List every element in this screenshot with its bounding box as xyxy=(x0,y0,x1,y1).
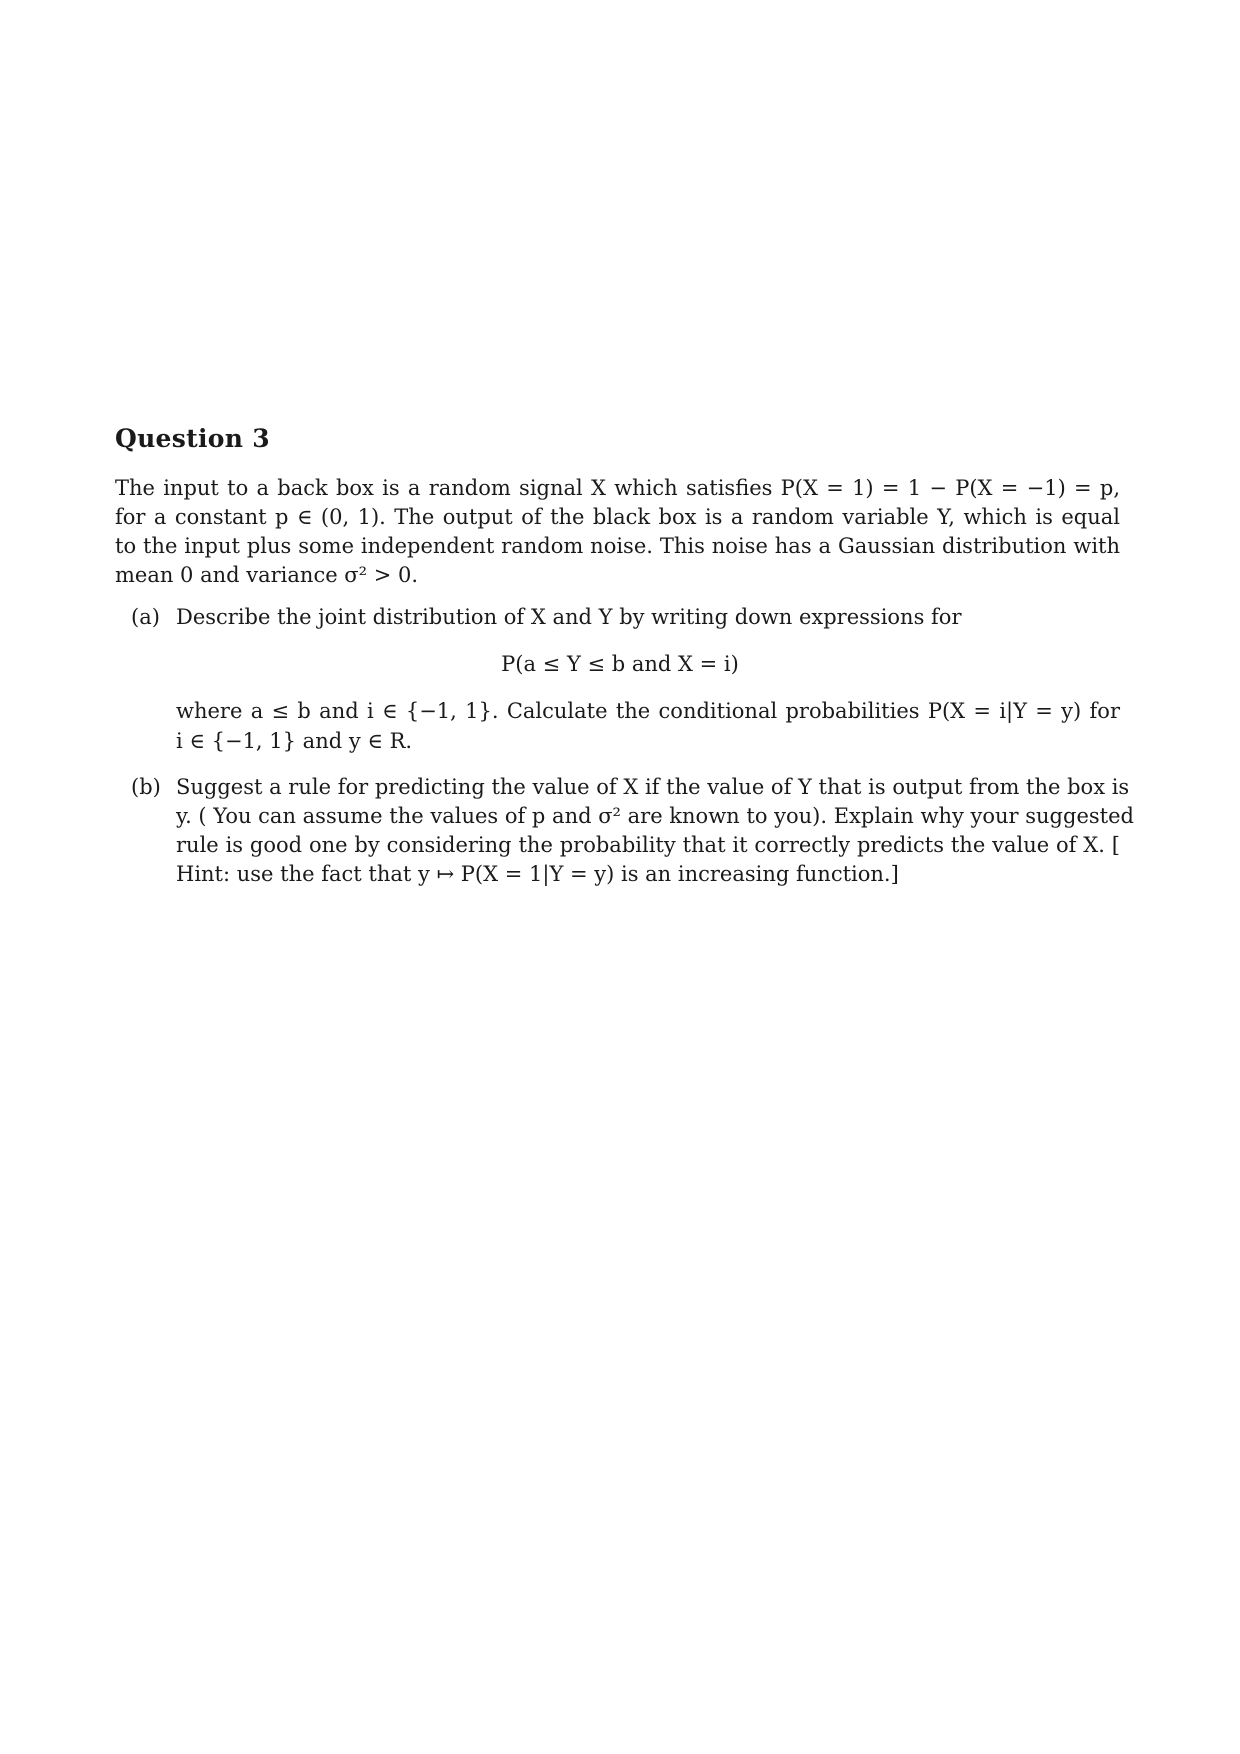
part-b-line-2: y. ( You can assume the values of p and σ² are known to you). Explain why your suggested xyxy=(176,804,1134,828)
part-a-formula: P(a ≤ Y ≤ b and X = i) xyxy=(501,652,739,676)
intro-line-4: mean 0 and variance σ² > 0. xyxy=(115,563,419,587)
part-b-label: (b) xyxy=(131,775,161,799)
part-a-line-3: i ∈ {−1, 1} and y ∈ R. xyxy=(176,729,413,753)
part-a-first-line: Describe the joint distribution of X and Y by writing down expressions for xyxy=(176,605,962,629)
intro-line-2: for a constant p ∈ (0, 1). The output of the black box is a random variable Y, which is equal xyxy=(115,505,1120,529)
part-b-line-4: Hint: use the fact that y ↦ P(X = 1|Y = y) is an increasing function.] xyxy=(176,862,899,886)
part-a-line-2: where a ≤ b and i ∈ {−1, 1}. Calculate the conditional probabilities P(X = i|Y = y) for xyxy=(176,699,1120,723)
intro-line-1: The input to a back box is a random signal X which satisfies P(X = 1) = 1 − P(X = −1) = p, xyxy=(115,476,1120,500)
part-a-label: (a) xyxy=(131,605,160,629)
question-heading: Question 3 xyxy=(115,424,270,453)
part-b-line-3: rule is good one by considering the probability that it correctly predicts the value of X. [ xyxy=(176,833,1120,857)
intro-line-3: to the input plus some independent random noise. This noise has a Gaussian distribution with xyxy=(115,534,1120,558)
part-b-line-1: Suggest a rule for predicting the value of X if the value of Y that is output from the box is xyxy=(176,775,1130,799)
